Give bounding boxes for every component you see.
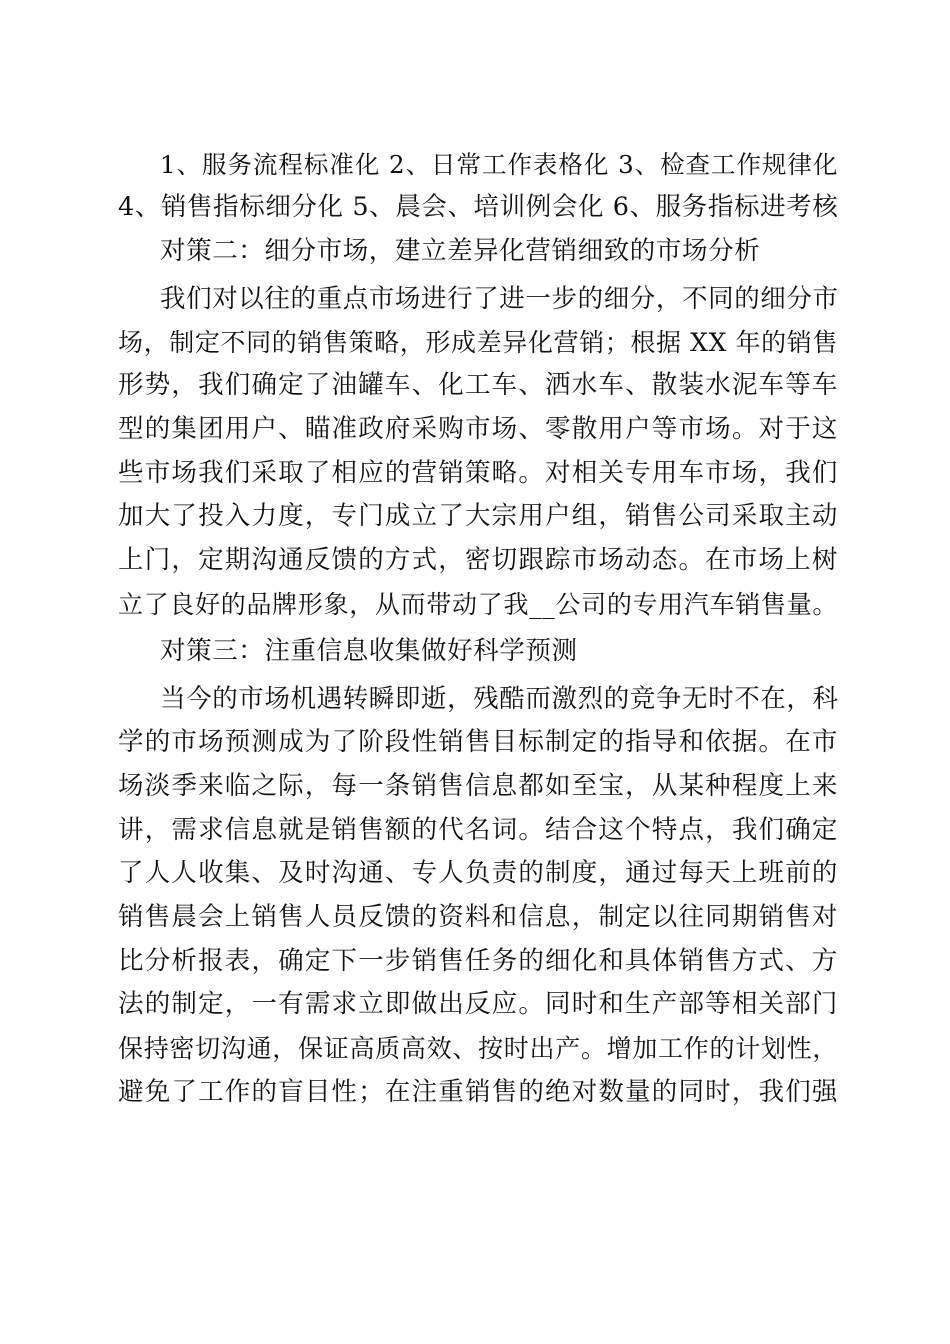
text-line: 销售晨会上销售人员反馈的资料和信息，制定以往同期销售对 bbox=[118, 902, 838, 932]
text-line: 立了良好的品牌形象，从而带动了我__公司的专用汽车销售量。 bbox=[118, 590, 838, 619]
text-line: 我们对以往的重点市场进行了进一步的细分，不同的细分市 bbox=[160, 284, 839, 314]
text-line: 形势，我们确定了油罐车、化工车、洒水车、散装水泥车等车 bbox=[118, 370, 838, 400]
text-line: 加大了投入力度，专门成立了大宗用户组，销售公司采取主动 bbox=[118, 501, 838, 531]
text-line: 比分析报表，确定下一步销售任务的细化和具体销售方式、方 bbox=[118, 946, 838, 976]
text-line: 些市场我们采取了相应的营销策略。对相关专用车市场，我们 bbox=[118, 458, 838, 488]
text-line: 学的市场预测成为了阶段性销售目标制定的指导和依据。在市 bbox=[118, 727, 838, 757]
text-line: 当今的市场机遇转瞬即逝，残酷而激烈的竞争无时不在，科 bbox=[160, 684, 839, 714]
text-line: 型的集团用户、瞄准政府采购市场、零散用户等市场。对于这 bbox=[118, 414, 838, 444]
text-line: 4、销售指标细分化 5、晨会、培训例会化 6、服务指标进考核 bbox=[118, 192, 839, 222]
text-line: 讲，需求信息就是销售额的代名词。结合这个特点，我们确定 bbox=[118, 815, 838, 845]
text-line: 上门，定期沟通反馈的方式，密切跟踪市场动态。在市场上树 bbox=[118, 545, 838, 575]
text-line: 法的制定，一有需求立即做出反应。同时和生产部等相关部门 bbox=[118, 989, 838, 1019]
text-line: 场淡季来临之际，每一条销售信息都如至宝，从某种程度上来 bbox=[118, 771, 838, 801]
section-heading: 对策三：注重信息收集做好科学预测 bbox=[160, 636, 578, 666]
text-line: 1、服务流程标准化 2、日常工作表格化 3、检查工作规律化 bbox=[160, 150, 838, 179]
section-heading: 对策二：细分市场，建立差异化营销细致的市场分析 bbox=[160, 236, 761, 266]
text-line: 场，制定不同的销售策略，形成差异化营销；根据 XX 年的销售 bbox=[118, 328, 838, 357]
text-line: 避免了工作的盲目性；在注重销售的绝对数量的同时，我们强 bbox=[118, 1077, 838, 1107]
text-line: 保持密切沟通，保证高质高效、按时出产。增加工作的计划性， bbox=[118, 1034, 838, 1063]
text-line: 了人人收集、及时沟通、专人负责的制度，通过每天上班前的 bbox=[118, 858, 838, 888]
